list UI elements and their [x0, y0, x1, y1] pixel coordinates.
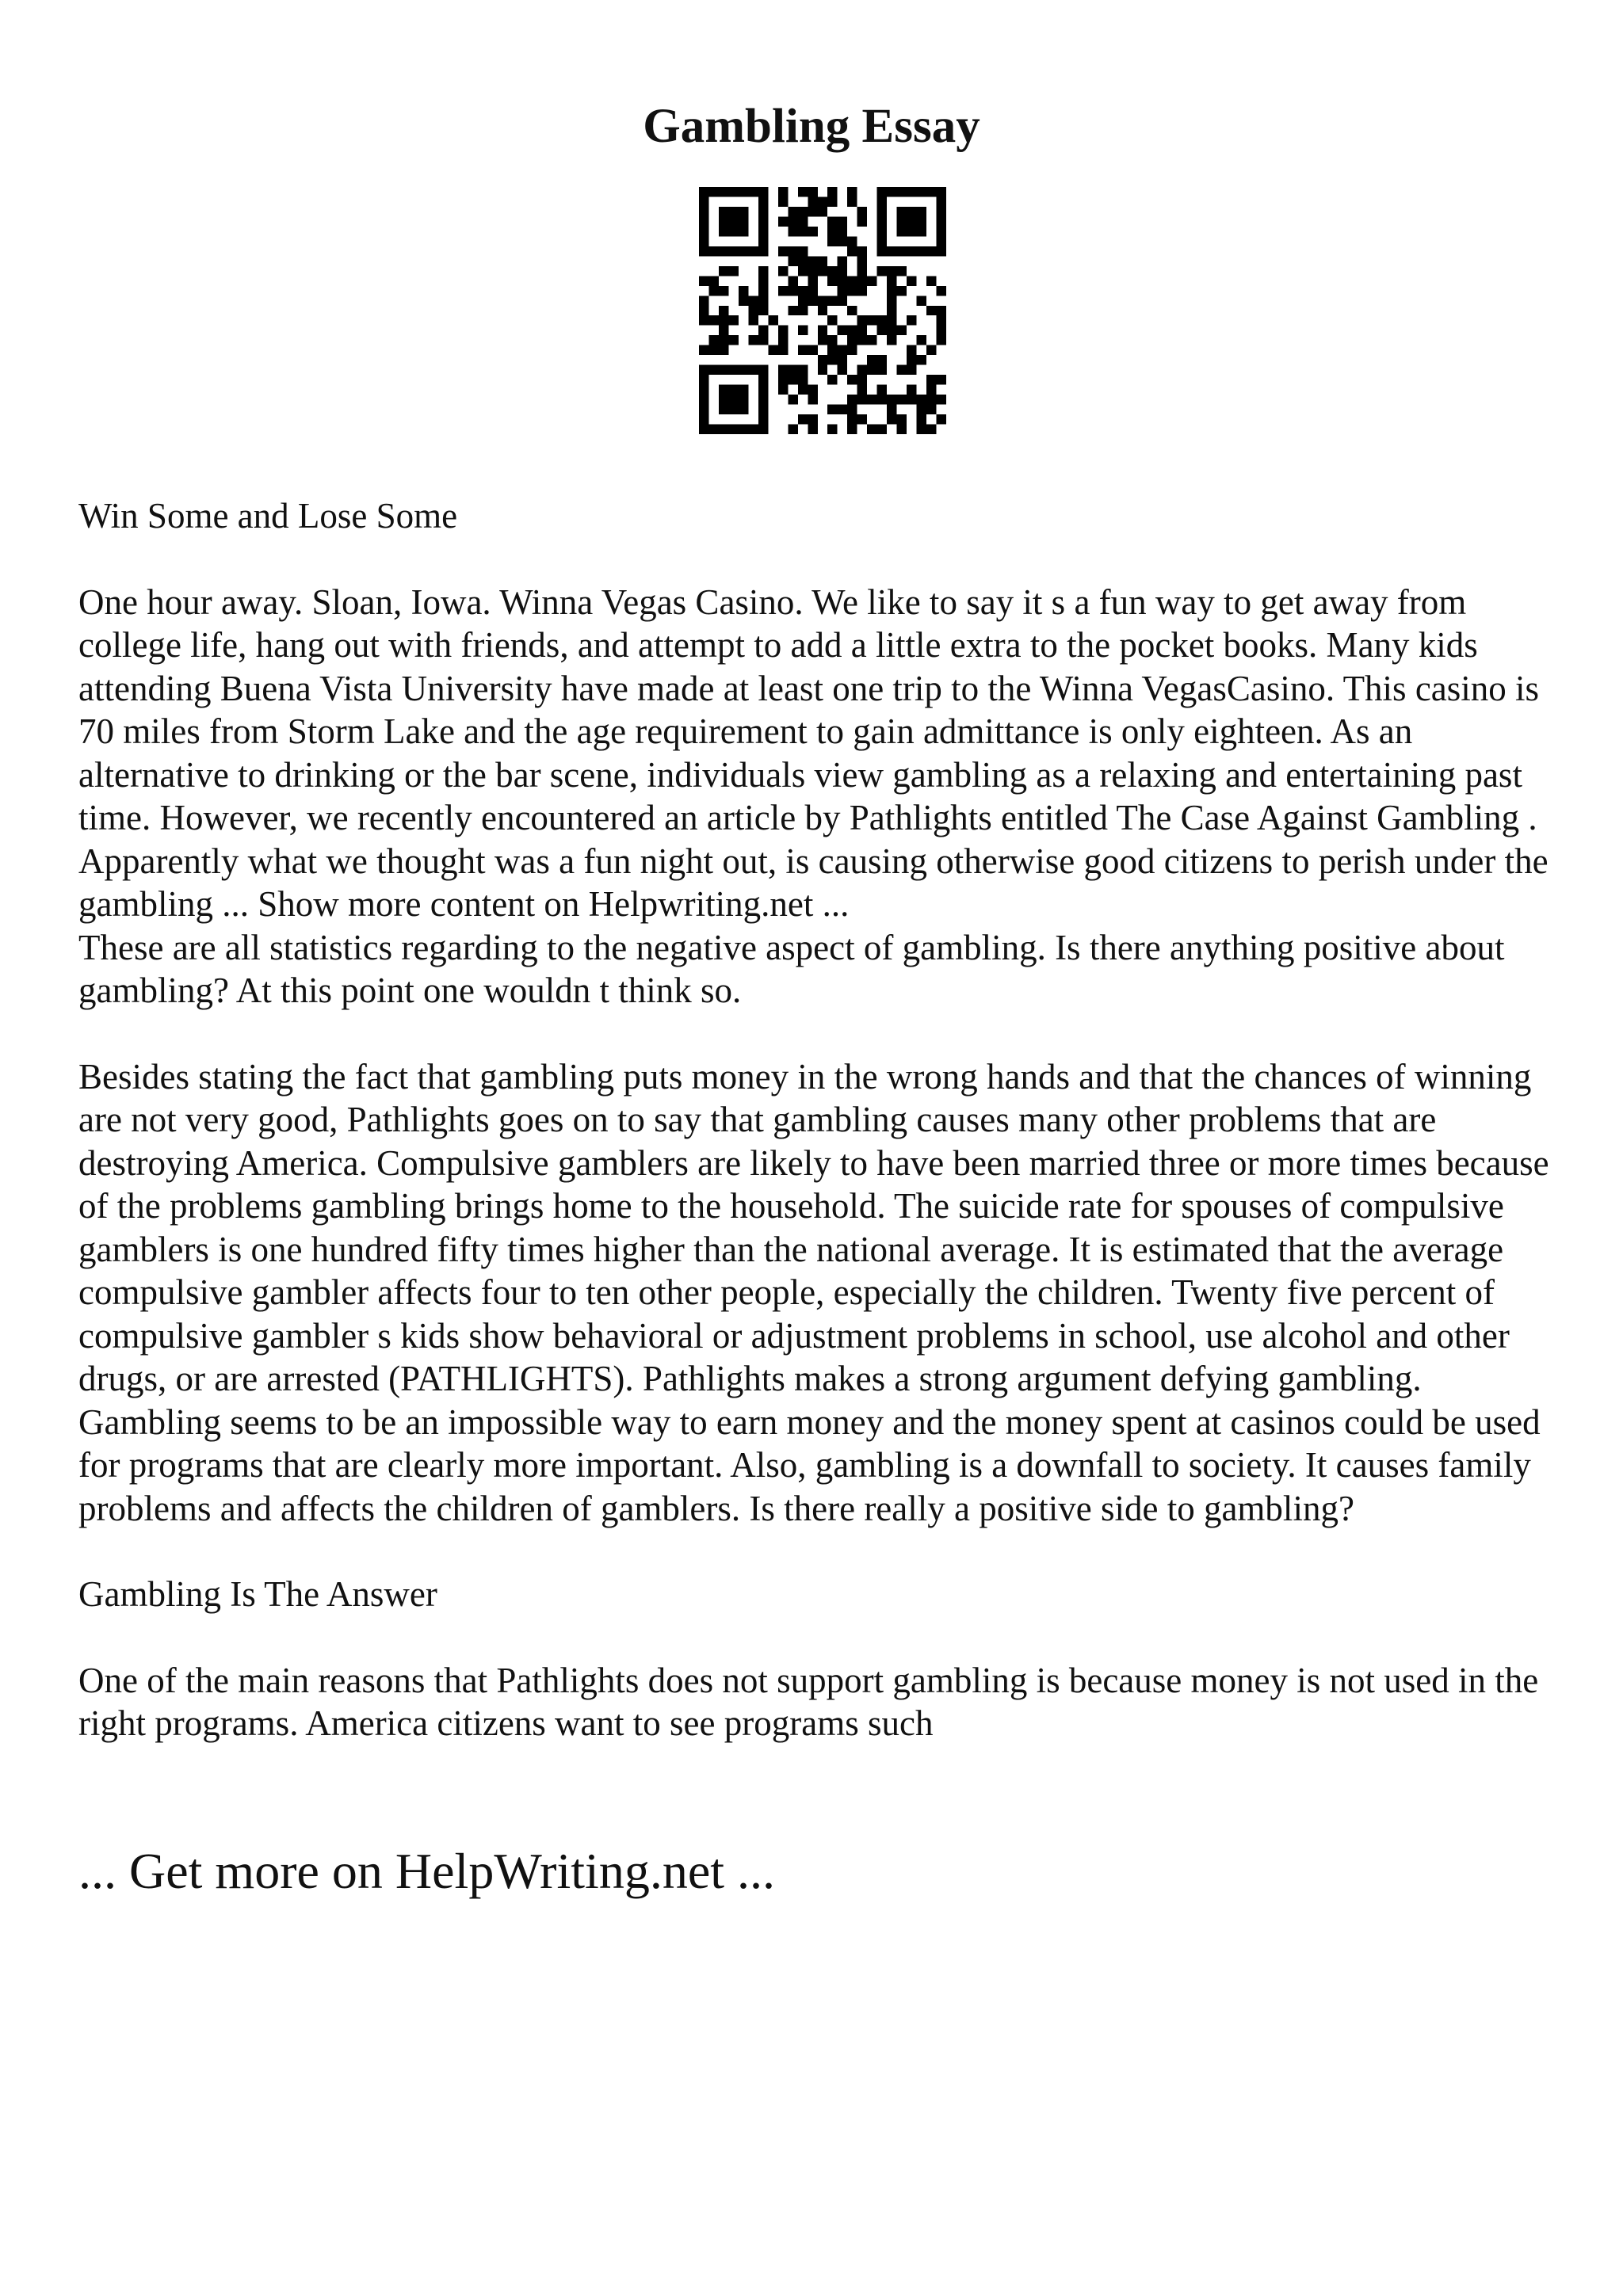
document-body: [78, 494, 1568, 1745]
document-title: Gambling Essay: [643, 100, 980, 153]
qr-code-icon: [699, 187, 946, 434]
paragraph: These are all statistics regarding to the negative aspect of gambling. Is there anything positive about gambling? At this point one wouldn t think so.: [78, 927, 1505, 1010]
paragraph: One of the main reasons that Pathlights does not support gambling is because money is not used in the right programs. America citizens want to see programs such: [78, 1660, 1539, 1743]
section-heading: Gambling Is The Answer: [78, 1574, 437, 1614]
section-heading: Win Some and Lose Some: [78, 496, 458, 536]
paragraph: Besides stating the fact that gambling puts money in the wrong hands and that the chances of winning are not very good, Pathlights goes on to say that gambling causes many other problems that are destroying America. Compulsive gamblers are likely to have been married three or more times because of the problems gambling brings home to the household. The suicide rate for spouses of compulsive gamblers is one hundred fifty times higher than the national average. It is estimated that the average compulsive gambler affects four to ten other people, especially the children. Twenty five percent of compulsive gambler s kids show behavioral or adjustment problems in school, use alcohol and other drugs, or are arrested (PATHLIGHTS). Pathlights makes a strong argument defying gambling. Gambling seems to be an impossible way to earn money and the money spent at casinos could be used for programs that are clearly more important. Also, gambling is a downfall to society. It causes family problems and affects the children of gamblers. Is there really a positive side to gambling?: [78, 1056, 1549, 1528]
get-more-link[interactable]: ... Get more on HelpWriting.net ...: [78, 1843, 775, 1899]
paragraph: One hour away. Sloan, Iowa. Winna Vegas Casino. We like to say it s a fun way to get away from college life, hang out with friends, and attempt to add a little extra to the pocket books. Many kids attending Buena Vista University have made at least one trip to the Winna VegasCasino. This casino is 70 miles from Storm Lake and the age requirement to gain admittance is only eighteen. As an alternative to drinking or the bar scene, individuals view gambling as a relaxing and entertaining past time. However, we recently encountered an article by Pathlights entitled The Case Against Gambling . Apparently what we thought was a fun night out, is causing otherwise good citizens to perish under the gambling ... Show more content on Helpwriting.net ...: [78, 582, 1549, 924]
